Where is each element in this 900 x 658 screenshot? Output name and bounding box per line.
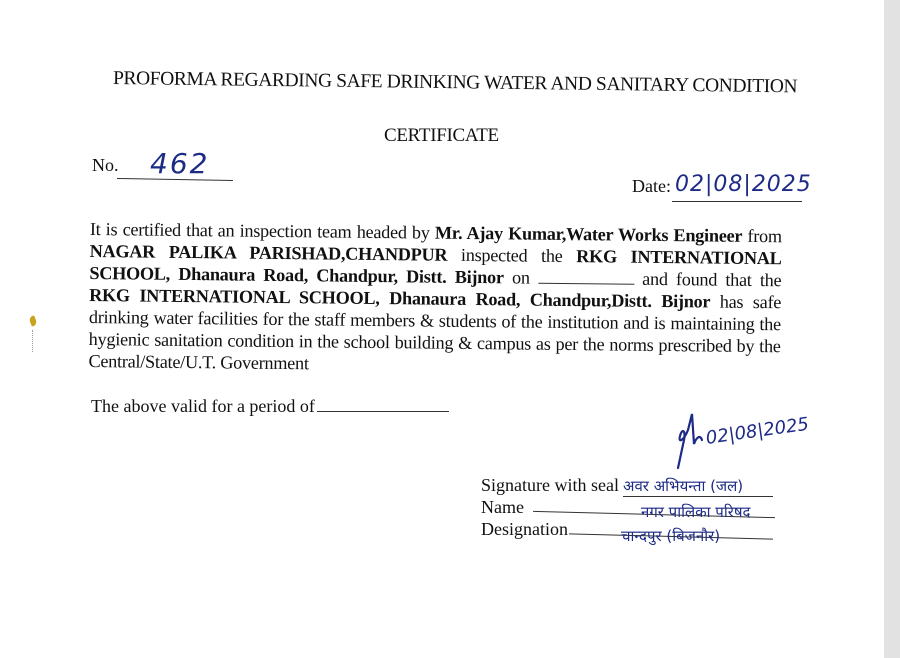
certificate-body bbox=[88, 218, 782, 379]
seal-designation: अवर अभियन्ता (जल) bbox=[623, 477, 744, 495]
seal-office: नगर पालिका परिषद bbox=[641, 503, 751, 521]
school-name: RKG INTERNATIONAL SCHOOL, Dhanaura Road, Chandpur,Distt. Bijnor bbox=[89, 284, 711, 312]
validity-line bbox=[91, 396, 449, 417]
name-row bbox=[481, 496, 751, 521]
number-value: 462 bbox=[150, 147, 210, 180]
school-name: RKG INTERNATIONAL SCHOOL, Dhanaura Road, Chandpur, Distt. Bijnor bbox=[89, 246, 782, 288]
validity-label: The above valid for a period of bbox=[91, 396, 315, 416]
body-text: It is certified that an inspection team headed by bbox=[89, 218, 436, 243]
signature-block bbox=[481, 474, 751, 545]
signature-date: 02|08|2025 bbox=[704, 413, 811, 449]
number-label: No. bbox=[92, 155, 119, 175]
designation-label: Designation bbox=[481, 519, 568, 539]
margin-dots bbox=[32, 330, 34, 352]
body-text: has safe drinking water facilities for the staff members & students of the institution and is maintaining the hygienic sanitation condition in the school building & campus as per the norms prescribed by the Central/State/U.T. Government bbox=[88, 291, 782, 374]
name-label: Name bbox=[481, 497, 524, 517]
date-value: 02|08|2025 bbox=[675, 172, 812, 197]
inspection-date-blank bbox=[538, 269, 634, 285]
signature-underline bbox=[623, 496, 773, 497]
document-subtitle: CERTIFICATE bbox=[384, 125, 499, 146]
date-label: Date: bbox=[632, 176, 671, 196]
authority-name: NAGAR PALIKA PARISHAD,CHANDPUR bbox=[89, 240, 448, 265]
right-edge-strip bbox=[884, 0, 900, 658]
designation-row bbox=[481, 518, 721, 545]
engineer-name: Mr. Ajay Kumar,Water Works Engineer bbox=[434, 222, 743, 246]
seal-location: चान्दपुर (बिजनौर) bbox=[621, 527, 721, 545]
body-text: from bbox=[742, 225, 782, 247]
body-text: and found that the bbox=[633, 268, 782, 291]
body-text: on bbox=[503, 267, 539, 288]
margin-mark bbox=[28, 315, 37, 326]
date-underline bbox=[672, 201, 802, 202]
validity-blank bbox=[317, 397, 449, 412]
signature-row bbox=[481, 474, 744, 496]
body-text: inspected the bbox=[447, 244, 577, 267]
document-title: PROFORMA REGARDING SAFE DRINKING WATER AND SANITARY CONDITION bbox=[112, 68, 798, 98]
signature-label: Signature with seal bbox=[481, 475, 619, 495]
